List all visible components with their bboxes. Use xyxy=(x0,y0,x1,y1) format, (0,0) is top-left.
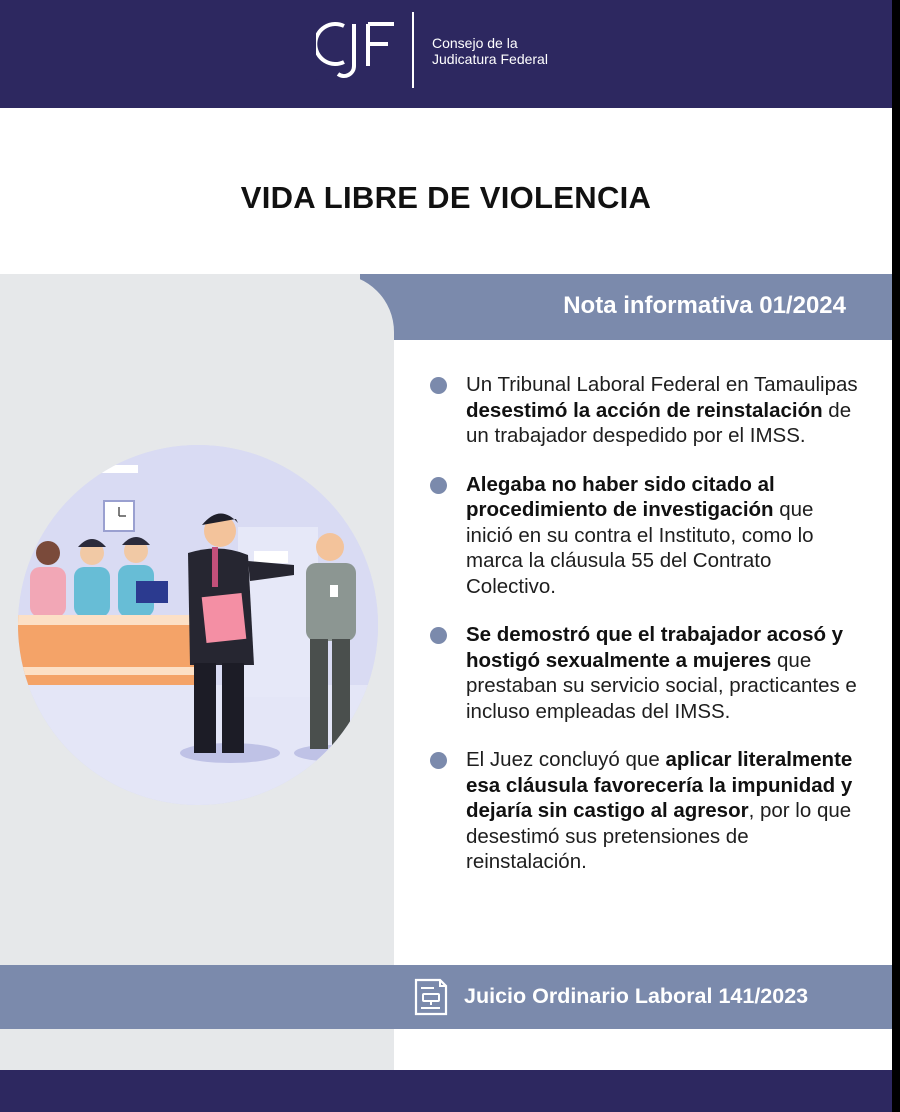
bullet-text: que prestaban su servicio social, practicantes e incluso empleadas del IMSS. xyxy=(466,648,857,723)
bullet-dot-icon xyxy=(430,627,447,644)
bullet-text-bold: Alegaba no haber sido citado al procedimiento de investigación xyxy=(466,472,775,521)
note-label: Nota informativa 01/2024 xyxy=(563,292,846,319)
bullet-list xyxy=(430,372,860,898)
bullet-dot-icon xyxy=(430,477,447,494)
right-edge xyxy=(892,0,900,1112)
document-gavel-icon xyxy=(410,976,452,1018)
bullet-dot-icon xyxy=(430,377,447,394)
page-title: VIDA LIBRE DE VIOLENCIA xyxy=(240,180,652,215)
bullet-text: Un Tribunal Laboral Federal en Tamaulipas xyxy=(466,373,858,396)
org-name-line2: Judicatura Federal xyxy=(432,51,548,67)
bullet-item xyxy=(430,622,860,724)
bottom-bar xyxy=(0,1070,892,1112)
svg-text:CJF: CJF xyxy=(316,80,318,81)
office-scene-illustration xyxy=(8,435,388,815)
bullet-text: que inició en su contra el Instituto, como lo marca la cláusula 55 del Contrato Colectivo. xyxy=(466,498,814,598)
case-label: Juicio Ordinario Laboral 141/2023 xyxy=(464,984,809,1008)
bullet-text: El Juez concluyó que xyxy=(466,748,666,771)
bullet-text-bold: desestimó la acción de reinstalación xyxy=(466,398,823,422)
org-name-line1: Consejo de la xyxy=(432,35,518,51)
bullet-item xyxy=(430,372,860,449)
bullet-text-bold: aplicar literalmente esa cláusula favorecería la impunidad y dejaría sin castigo al agresor xyxy=(466,748,853,822)
bullet-dot-icon xyxy=(430,752,447,769)
bullet-text-bold: Se demostró que el trabajador acosó y hostigó sexualmente a mujeres xyxy=(466,623,844,672)
bullet-text: , por lo que desestimó sus pretensiones de reinstalación. xyxy=(466,799,852,873)
logo-divider xyxy=(412,12,414,88)
bullet-item xyxy=(430,747,860,875)
org-name xyxy=(432,35,548,67)
bullet-item xyxy=(430,472,860,600)
bullet-text: de un trabajador despedido por el IMSS. xyxy=(466,398,852,447)
cjf-logo-icon xyxy=(316,16,400,82)
